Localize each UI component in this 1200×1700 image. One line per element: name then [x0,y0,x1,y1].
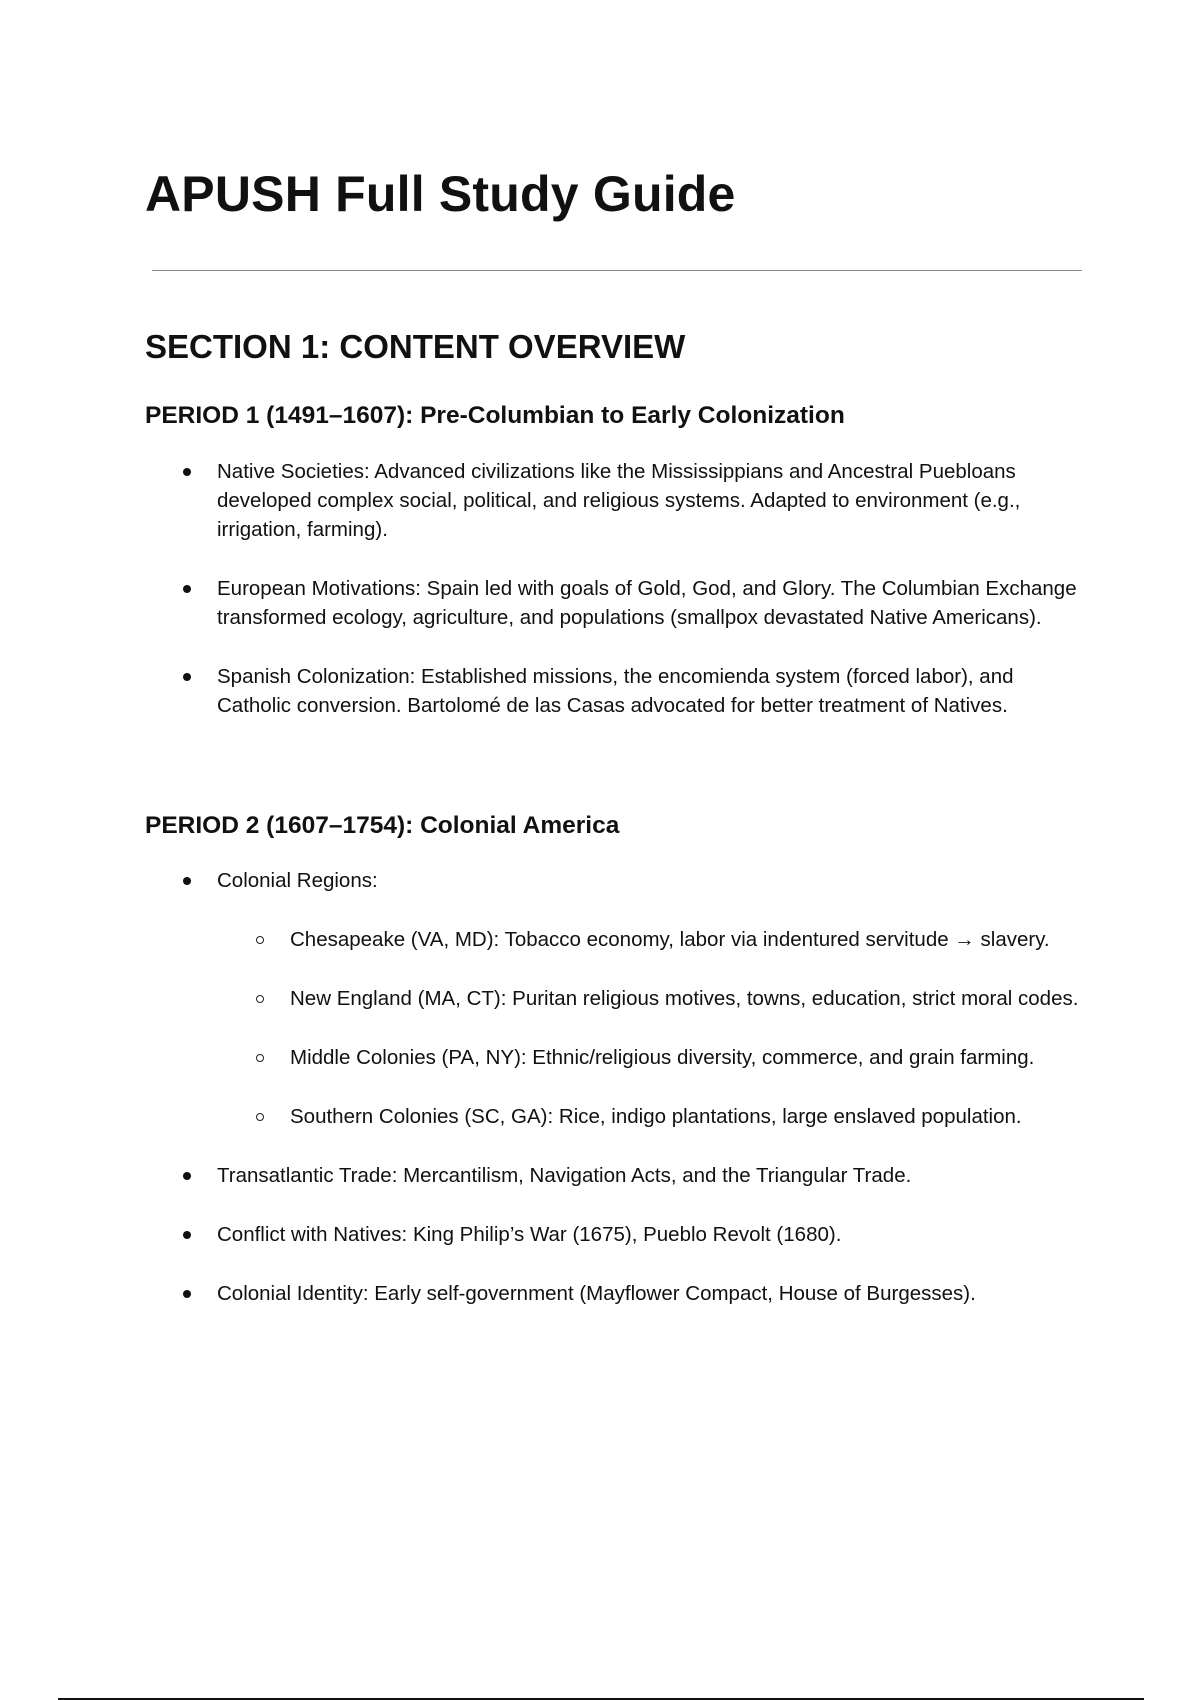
list-item [0,866,1090,895]
list-item [0,574,1090,632]
list-item-text: Native Societies: Advanced civilizations like the Mississippians and Ancestral Puebloans developed complex social, political, and religious systems. Adapted to environment (e.g., irrigation, farming). [217,460,1021,541]
list-item [0,662,1090,720]
section-heading: SECTION 1: CONTENT OVERVIEW [145,328,686,365]
sub-list-item-text: New England (MA, CT): Puritan religious motives, towns, education, strict moral codes. [290,987,1079,1010]
sub-list-item [0,1043,1090,1072]
list-item-text: Colonial Regions: [217,869,378,892]
document-title: APUSH Full Study Guide [145,166,736,222]
period-2-heading: PERIOD 2 (1607–1754): Colonial America [145,812,620,839]
bullet-icon [183,468,191,476]
period-1-list [0,457,1200,720]
list-item-text: Spanish Colonization: Established missions, the encomienda system (forced labor), and Catholic conversion. Bartolomé de las Casas advocated for better treatment of Natives. [217,665,1014,717]
period-2-list [0,866,1200,1308]
hollow-bullet-icon [256,936,264,944]
sub-list-item-text: Middle Colonies (PA, NY): Ethnic/religious diversity, commerce, and grain farming. [290,1046,1035,1069]
period-1-heading: PERIOD 1 (1491–1607): Pre-Columbian to Early Colonization [145,402,845,429]
list-item-text: Colonial Identity: Early self-government (Mayflower Compact, House of Burgesses). [217,1282,976,1305]
list-item-text: Conflict with Natives: King Philip’s War (1675), Pueblo Revolt (1680). [217,1223,842,1246]
title-divider [152,270,1082,271]
sub-list-item [0,925,1090,954]
sub-list-item-text: Southern Colonies (SC, GA): Rice, indigo plantations, large enslaved population. [290,1105,1022,1128]
bullet-icon [183,1290,191,1298]
list-item-text: European Motivations: Spain led with goals of Gold, God, and Glory. The Columbian Exchange transformed ecology, agriculture, and populations (smallpox devastated Native Americans). [217,577,1077,629]
list-item [0,457,1090,544]
bullet-icon [183,585,191,593]
hollow-bullet-icon [256,1054,264,1062]
bullet-icon [183,1231,191,1239]
hollow-bullet-icon [256,1113,264,1121]
list-item [0,1161,1090,1190]
list-item [0,1220,1090,1249]
bullet-icon [183,877,191,885]
sub-list-item [0,984,1090,1013]
list-item [0,1279,1090,1308]
list-item-text: Transatlantic Trade: Mercantilism, Navigation Acts, and the Triangular Trade. [217,1164,912,1187]
sub-list-item-text: Chesapeake (VA, MD): Tobacco economy, labor via indentured servitude → slavery. [290,928,1050,951]
bullet-icon [183,673,191,681]
hollow-bullet-icon [256,995,264,1003]
sub-list-item [0,1102,1090,1131]
bullet-icon [183,1172,191,1180]
